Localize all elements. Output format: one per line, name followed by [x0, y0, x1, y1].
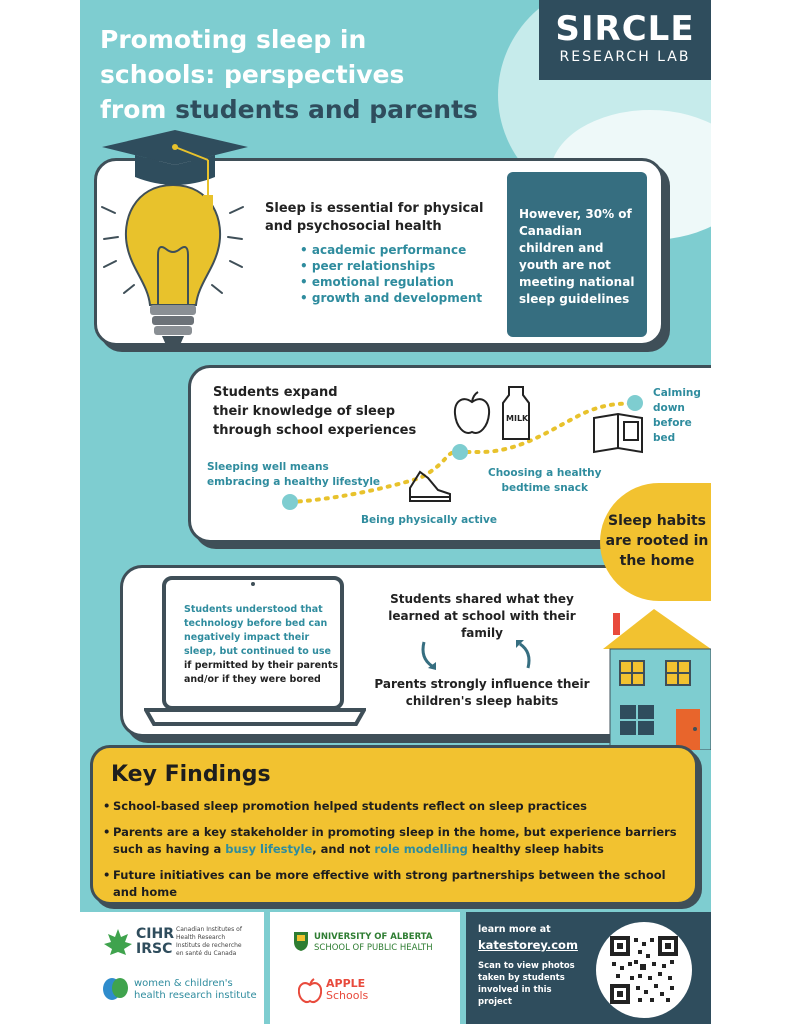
title-line: schools: perspectives	[100, 60, 405, 89]
key-findings-list	[103, 798, 693, 910]
intro-bullet: • emotional regulation	[300, 275, 454, 289]
poster	[80, 0, 711, 1024]
journey-dot	[282, 494, 298, 510]
sneaker-icon	[406, 468, 454, 504]
intro-bullets	[300, 242, 482, 306]
logo-main-text: SIRCLE	[555, 9, 695, 49]
ualberta-logo: UNIVERSITY OF ALBERTA SCHOOL OF PUBLIC HEALTH	[314, 932, 433, 953]
book-mug-icon	[590, 408, 648, 456]
house-icon	[598, 605, 711, 750]
finding-item: • Future initiatives can be more effective with strong partnerships between the school and home	[103, 867, 693, 901]
key-findings	[90, 745, 698, 905]
influence-text: Parents strongly influence their children's sleep habits	[374, 677, 590, 708]
ualberta-shield-icon	[292, 930, 310, 952]
cihr-logo: CIHR IRSC	[136, 926, 174, 957]
cihr-fullname: Canadian Institutes of Health Research Instituts de recherche en santé du Canada	[176, 926, 242, 957]
logo-sub-text: RESEARCH LAB	[559, 49, 691, 65]
qr-code[interactable]	[610, 936, 678, 1004]
whri-logo: women & children's health research institute	[134, 978, 257, 1001]
laptop-screen-text: Students understood that technology before bed can negatively impact their sleep, but continued to use if permitted by their parents and/or if they were bored	[184, 604, 339, 685]
lightbulb-graduation-icon	[100, 125, 250, 350]
journey-step-lifestyle: Sleeping well means embracing a healthy lifestyle	[207, 461, 381, 488]
title-line: Promoting sleep in	[100, 25, 367, 54]
apple-schools-logo: APPLE Schools	[326, 977, 369, 1002]
key-findings-title: Key Findings	[111, 762, 271, 787]
learn-more-label: learn more at	[478, 924, 551, 935]
journey-step-snack: Choosing a healthy bedtime snack	[488, 467, 602, 494]
journey-step-calming: Calming down before bed	[653, 387, 701, 444]
page-title	[100, 22, 520, 127]
finding-item: • School-based sleep promotion helped students reflect on sleep practices	[103, 798, 693, 815]
whri-logo-icon	[102, 976, 130, 1000]
cycle-arrows-icon	[416, 638, 536, 672]
sircle-logo	[539, 0, 711, 80]
apple-schools-icon	[298, 978, 322, 1004]
title-highlight: students and parents	[175, 95, 478, 124]
highlight-role-modelling: role modelling	[374, 842, 468, 856]
intro-bullet: • academic performance	[300, 243, 467, 257]
title-text: from	[100, 95, 176, 124]
scan-caption: Scan to view photos taken by students involved in this project	[478, 961, 575, 1007]
footer-panel-middle	[270, 912, 460, 1024]
intro-bullet: • growth and development	[300, 291, 483, 305]
maple-leaf-icon	[102, 927, 134, 957]
journey-dot	[452, 444, 468, 460]
home-callout: Sleep habits are rooted in the home	[600, 483, 711, 601]
milk-label: MILK	[506, 414, 529, 423]
website-link[interactable]: katestorey.com	[478, 938, 578, 952]
shared-text: Students shared what they learned at school with their family	[388, 592, 576, 640]
intro-bullet: • peer relationships	[300, 259, 436, 273]
title-line	[100, 92, 520, 127]
apple-icon	[452, 390, 492, 438]
journey-step-active: Being physically active	[361, 514, 497, 526]
statistic-box: However, 30% of Canadian children and youth are not meeting national sleep guidelines	[507, 172, 647, 337]
intro-heading: Sleep is essential for physical and psychosocial health	[265, 201, 484, 234]
journey-heading: Students expand their knowledge of sleep through school experiences	[213, 385, 417, 438]
highlight-busy-lifestyle: busy lifestyle	[225, 842, 313, 856]
footer	[80, 912, 711, 1024]
milk-bottle-icon	[500, 385, 532, 441]
finding-item: • Parents are a key stakeholder in promoting sleep in the home, but experience barriers such as having a busy lifestyle, and not role modelling healthy sleep habits	[103, 824, 693, 858]
